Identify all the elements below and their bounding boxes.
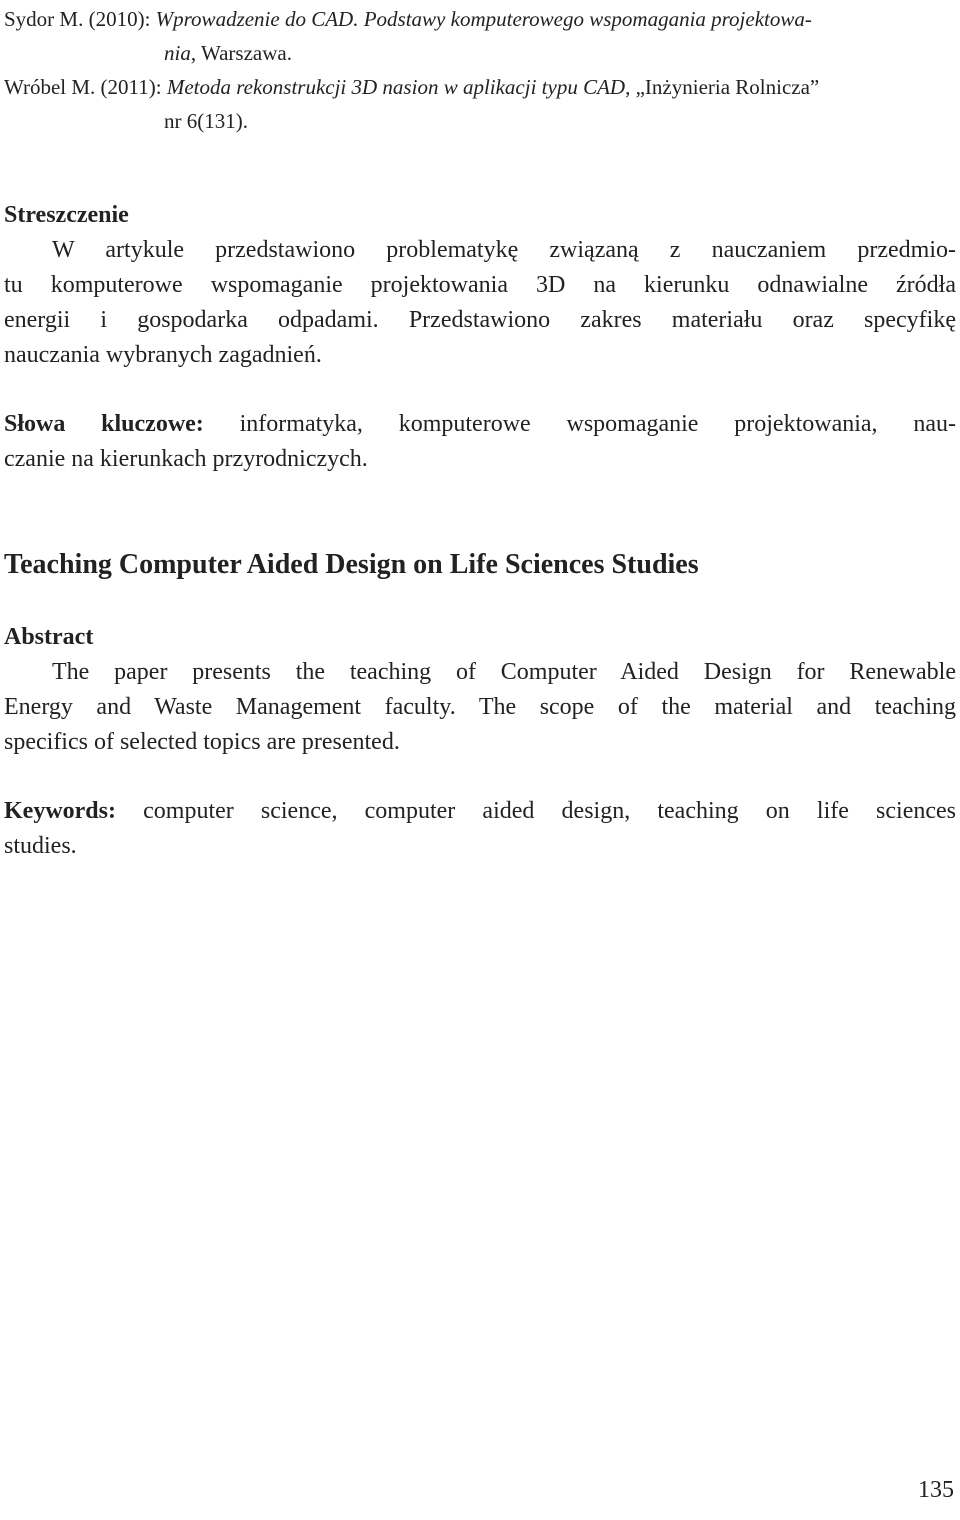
english-abstract-body [4,655,956,760]
abstract-line: W artykule przedstawiono problematykę związaną z nauczaniem przedmio- [52,237,956,263]
abstract-line: energii i gospodarka odpadami. Przedstawiono zakres materiału oraz specyfikę [4,307,956,333]
reference-journal: , „Inżynieria Rolnicza” [625,75,820,99]
abstract-line: nauczania wybranych zagadnień. [4,342,322,368]
english-title: Teaching Computer Aided Design on Life Sciences Studies [4,549,699,580]
reference-issue: nr 6(131). [164,109,248,133]
keywords-line [4,794,956,829]
keywords-label: Keywords: [4,798,116,824]
english-abstract [4,620,956,864]
abstract-line: The paper presents the teaching of Computer Aided Design for Renewable [52,659,956,685]
reference-wrobel [4,70,954,138]
reference-line [4,36,954,70]
keywords-line: studies. [4,833,77,859]
polish-abstract-heading: Streszczenie [4,202,129,228]
page-number: 135 [918,1477,954,1503]
keywords-line: czanie na kierunkach przyrodniczych. [4,446,368,472]
reference-title: Metoda rekonstrukcji 3D nasion w aplikacji typu CAD [166,75,626,99]
abstract-line: tu komputerowe wspomaganie projektowania 3D na kierunku odnawialne źródła [4,272,956,298]
reference-line [4,70,954,104]
reference-title: Wprowadzenie do CAD. Podstawy komputerowego wspomagania projektowa- [155,7,812,31]
references-list [4,2,954,138]
english-abstract-heading: Abstract [4,624,94,650]
polish-keywords [4,407,956,477]
polish-abstract [4,198,956,477]
keywords-text: informatyka, komputerowe wspomaganie projektowania, nau- [203,411,957,437]
abstract-line: Energy and Waste Management faculty. The scope of the material and teaching [4,694,956,720]
polish-abstract-body [4,233,956,373]
reference-author: Wróbel M. (2011): [4,75,167,99]
reference-line [4,2,954,36]
abstract-line: specifics of selected topics are presented. [4,729,400,755]
keywords-label: Słowa kluczowe: [4,411,204,437]
reference-publisher: , Warszawa. [190,41,292,65]
reference-author: Sydor M. (2010): [4,7,156,31]
keywords-text: computer science, computer aided design, teaching on life sciences [115,798,956,824]
english-keywords [4,794,956,864]
keywords-line [4,407,956,442]
reference-title-cont: nia [164,41,191,65]
reference-sydor [4,2,954,70]
